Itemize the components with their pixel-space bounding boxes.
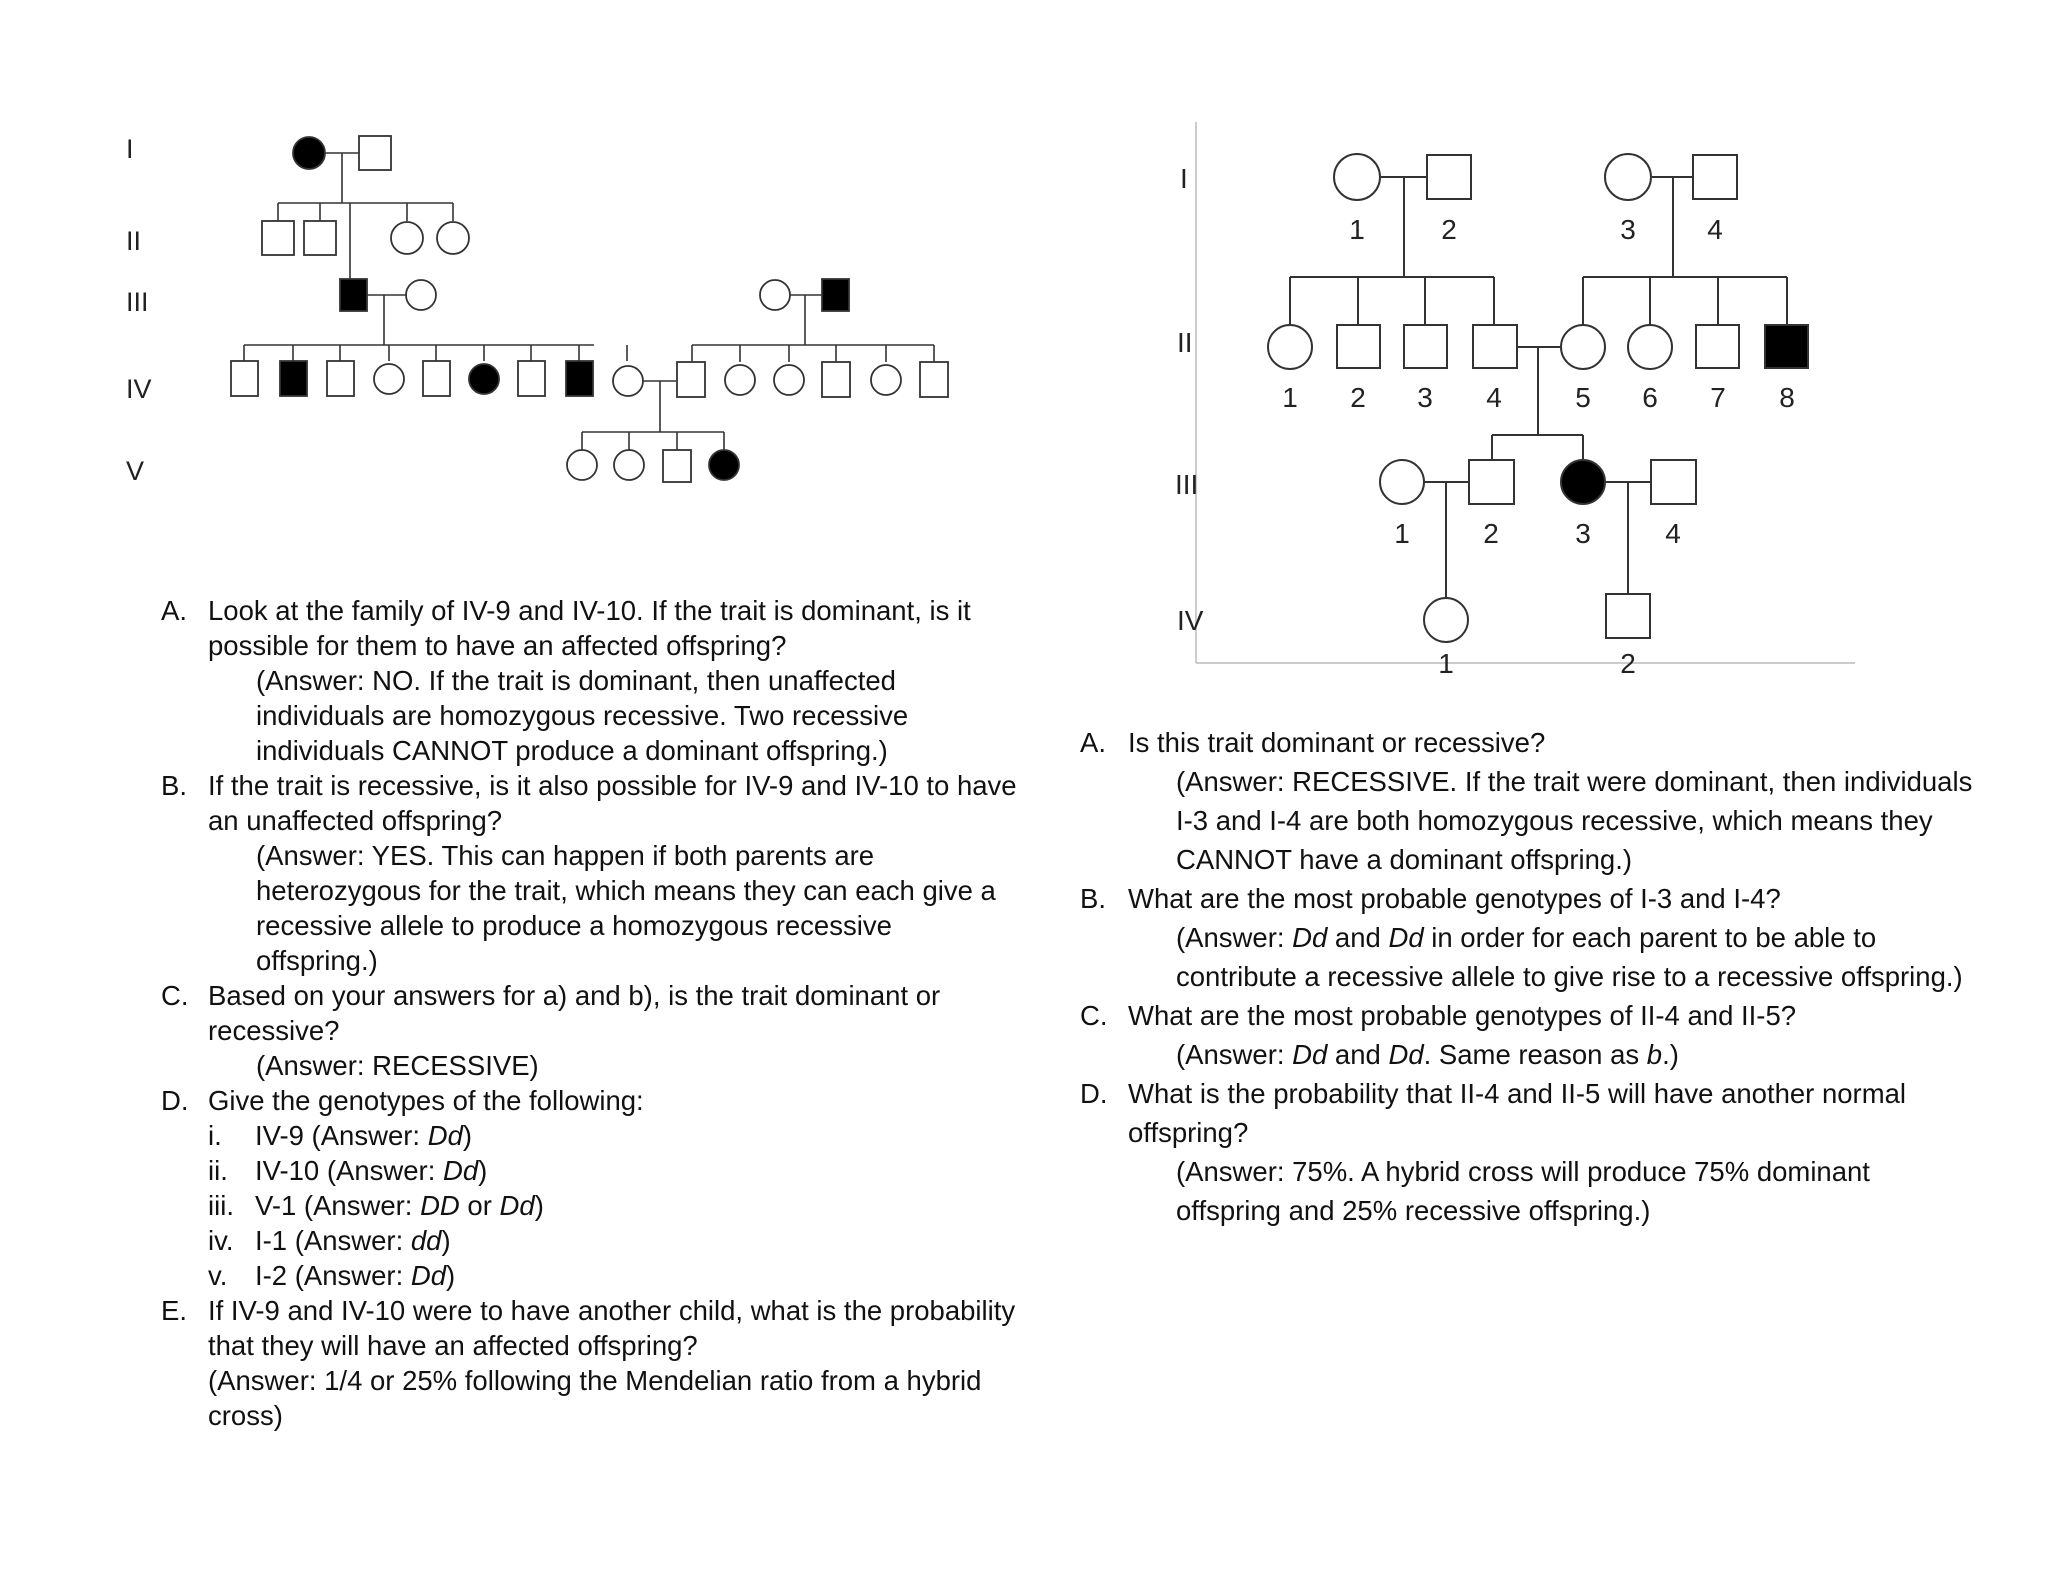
genotype-list xyxy=(208,1118,1021,1293)
gen-label-III: III xyxy=(126,287,149,317)
question-left-c xyxy=(161,978,1021,1083)
question-left-a xyxy=(161,593,1021,768)
gen-label-IV: IV xyxy=(126,374,152,404)
question-text: What are the most probable genotypes of I-3 and I-4? xyxy=(1128,883,1781,914)
genotype: Dd xyxy=(1388,922,1424,953)
p2-I-1-num: 1 xyxy=(1349,214,1365,245)
genotype-item xyxy=(208,1118,1021,1153)
p2-II-2-num: 2 xyxy=(1350,382,1366,413)
question-letter: A. xyxy=(1080,727,1106,758)
item-label: I-1 (Answer: xyxy=(255,1225,411,1256)
question-right-a xyxy=(1080,723,1980,879)
question-letter: D. xyxy=(161,1085,189,1116)
question-letter: A. xyxy=(161,595,187,626)
question-letter: C. xyxy=(161,980,189,1011)
questions-left xyxy=(161,593,1021,1433)
p2-II-3-num: 3 xyxy=(1417,382,1433,413)
item-number: iii. xyxy=(208,1190,234,1221)
genotype: Dd xyxy=(443,1155,479,1186)
question-right-b xyxy=(1080,879,1980,996)
item-label: V-1 (Answer: xyxy=(255,1190,421,1221)
p2-II-4-num: 4 xyxy=(1486,382,1502,413)
p2-I-3-num: 3 xyxy=(1620,214,1636,245)
question-left-d xyxy=(161,1083,1021,1293)
answer-text xyxy=(1176,1035,1980,1074)
gen-label-V: V xyxy=(126,456,145,486)
p2-III-4-num: 4 xyxy=(1665,518,1681,549)
p2-II-5-num: 5 xyxy=(1575,382,1591,413)
answer-text: (Answer: RECESSIVE. If the trait were dominant, then individuals I-3 and I-4 are both homozygous recessive, which means they CANNOT have a dominant offspring.) xyxy=(1176,766,1973,875)
answer-suffix: .) xyxy=(1662,1039,1679,1070)
p2-II-7-num: 7 xyxy=(1710,382,1726,413)
question-right-c xyxy=(1080,996,1980,1074)
question-letter: B. xyxy=(161,770,187,801)
item-tail: ) xyxy=(534,1190,544,1221)
answer-prefix: (Answer: xyxy=(1176,1039,1293,1070)
p2-III-2-num: 2 xyxy=(1483,518,1499,549)
p2-II-1-num: 1 xyxy=(1282,382,1298,413)
answer-mid: . Same reason as xyxy=(1423,1039,1647,1070)
genotype-item xyxy=(208,1258,1021,1293)
question-left-b xyxy=(161,768,1021,978)
p2-III-1-num: 1 xyxy=(1394,518,1410,549)
question-right-d xyxy=(1080,1074,1980,1230)
answer-text: (Answer: 75%. A hybrid cross will produce 75% dominant offspring and 25% recessive offspring.) xyxy=(1176,1156,1870,1226)
question-text: Is this trait dominant or recessive? xyxy=(1128,727,1546,758)
question-text: Look at the family of IV-9 and IV-10. If the trait is dominant, is it possible for them to have an affected offspring? xyxy=(208,595,971,661)
item-mid: or xyxy=(459,1190,500,1221)
item-number: v. xyxy=(208,1260,228,1291)
p2-I-2-num: 2 xyxy=(1441,214,1457,245)
item-label: IV-9 (Answer: xyxy=(255,1120,428,1151)
p2-III-3-num: 3 xyxy=(1575,518,1591,549)
answer-mid: and xyxy=(1327,922,1389,953)
p2-IV-1-num: 1 xyxy=(1438,648,1454,679)
gen-label-I: I xyxy=(126,134,134,164)
gen2-label-II: II xyxy=(1177,327,1193,358)
question-letter: C. xyxy=(1080,1000,1108,1031)
answer-text: (Answer: RECESSIVE) xyxy=(256,1050,539,1081)
answer-mid: and xyxy=(1327,1039,1389,1070)
questions-right xyxy=(1080,723,1980,1230)
p2-II-6-num: 6 xyxy=(1642,382,1658,413)
item-number: iv. xyxy=(208,1225,234,1256)
genotype-item xyxy=(208,1188,1021,1223)
question-text: What is the probability that II-4 and II-5 will have another normal offspring? xyxy=(1128,1078,1907,1148)
question-text: What are the most probable genotypes of II-4 and II-5? xyxy=(1128,1000,1797,1031)
genotype: Dd xyxy=(1292,1039,1328,1070)
item-number: i. xyxy=(208,1120,222,1151)
answer-suffix: in order for each parent to be able to contribute a recessive allele to give rise to a recessive offspring.) xyxy=(1176,922,1963,992)
item-tail: ) xyxy=(446,1260,456,1291)
p2-II-8-num: 8 xyxy=(1779,382,1795,413)
gen2-label-IV: IV xyxy=(1177,605,1204,636)
genotype-item xyxy=(208,1153,1021,1188)
answer-prefix: (Answer: xyxy=(1176,922,1293,953)
genotype: Dd xyxy=(427,1120,463,1151)
answer-text xyxy=(1176,918,1980,996)
answer-text: (Answer: YES. This can happen if both parents are heterozygous for the trait, which means they can each give a recessive allele to produce a homozygous recessive offspring.) xyxy=(256,840,996,976)
question-letter: B. xyxy=(1080,883,1106,914)
question-left-e xyxy=(161,1293,1021,1433)
gen2-label-III: III xyxy=(1175,469,1199,500)
gen2-label-I: I xyxy=(1180,163,1188,194)
question-text: Based on your answers for a) and b), is the trait dominant or recessive? xyxy=(208,980,941,1046)
p2-IV-2-num: 2 xyxy=(1620,648,1636,679)
question-letter: E. xyxy=(161,1295,187,1326)
answer-ref: b xyxy=(1646,1039,1663,1070)
ped1-IV-10 xyxy=(677,362,705,397)
genotype: Dd xyxy=(499,1190,535,1221)
question-text: If the trait is recessive, is it also possible for IV-9 and IV-10 to have an unaffected offspring? xyxy=(208,770,1017,836)
item-tail: ) xyxy=(441,1225,451,1256)
ped1-IV-9 xyxy=(613,366,643,396)
question-text: Give the genotypes of the following: xyxy=(208,1085,644,1116)
p2-I-4-num: 4 xyxy=(1707,214,1723,245)
item-number: ii. xyxy=(208,1155,228,1186)
ped1-I-1 xyxy=(293,137,325,169)
answer-text: (Answer: NO. If the trait is dominant, then unaffected individuals are homozygous recessive. Two recessive individuals CANNOT produce a dominant offspring.) xyxy=(256,665,909,766)
item-label: I-2 (Answer: xyxy=(255,1260,411,1291)
genotype: Dd xyxy=(410,1260,447,1291)
genotype: dd xyxy=(410,1225,442,1256)
genotype: Dd xyxy=(1292,922,1328,953)
pedigree-right xyxy=(1175,122,1855,679)
gen-label-II: II xyxy=(126,226,142,256)
answer-text: (Answer: 1/4 or 25% following the Mendelian ratio from a hybrid cross) xyxy=(208,1365,982,1431)
genotype: Dd xyxy=(1388,1039,1424,1070)
item-tail: ) xyxy=(462,1120,473,1151)
genotype: DD xyxy=(420,1190,460,1221)
ped1-I-2 xyxy=(359,136,391,170)
genotype-item xyxy=(208,1223,1021,1258)
item-label: IV-10 (Answer: xyxy=(255,1155,443,1186)
question-text: If IV-9 and IV-10 were to have another child, what is the probability that they will have an affected offspring? xyxy=(208,1295,1016,1361)
question-letter: D. xyxy=(1080,1078,1108,1109)
item-tail: ) xyxy=(478,1155,488,1186)
